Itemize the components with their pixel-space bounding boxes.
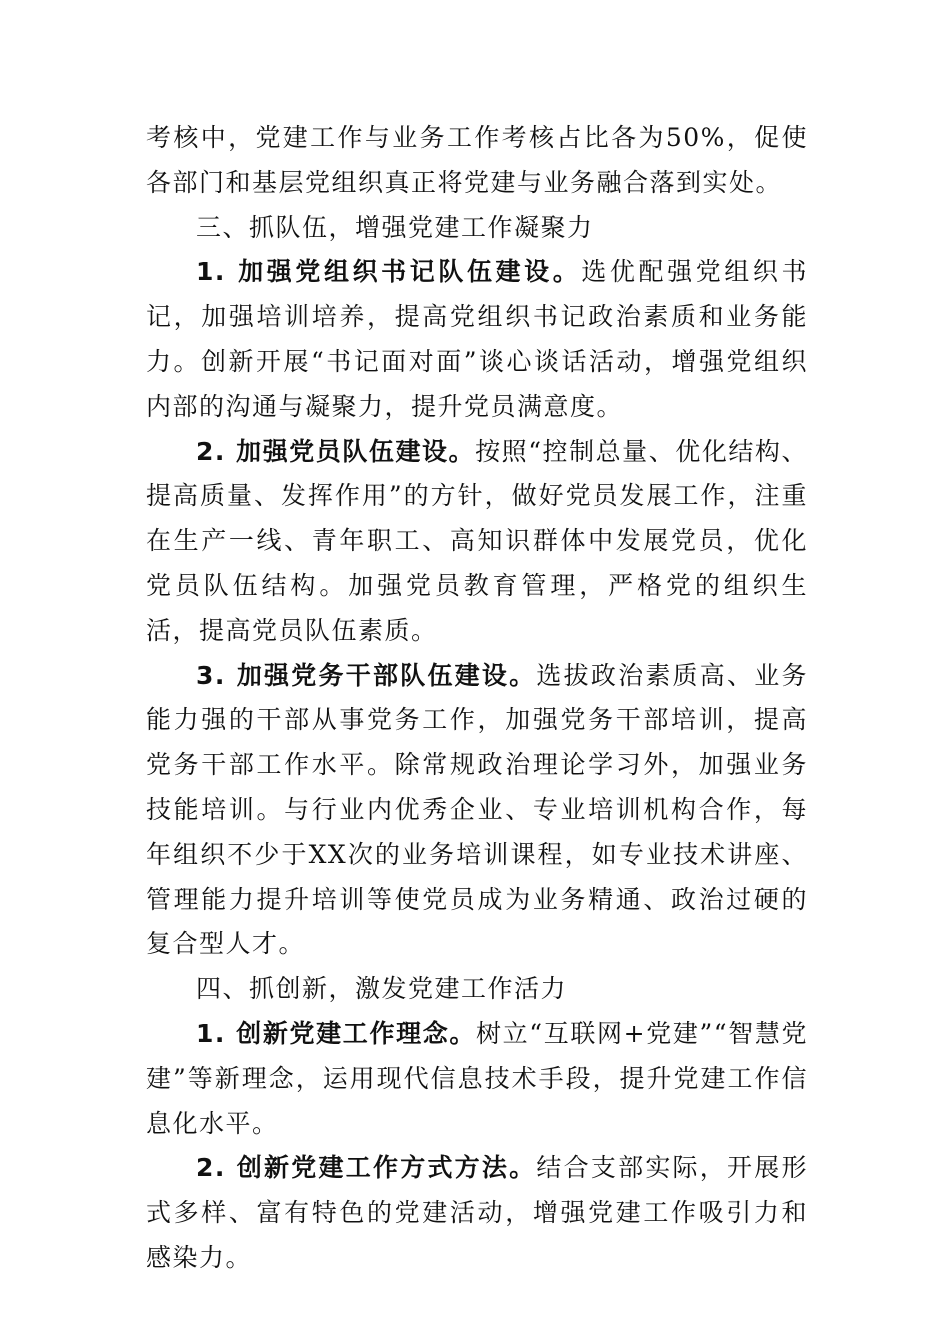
document-body: [146, 116, 808, 1281]
item-body: 树立“互联网+党建”“智慧党建”等新理念，运用现代信息技术手段，提升党建工作信息化水平。: [146, 1018, 808, 1138]
item-body: 结合支部实际，开展形式多样、富有特色的党建活动，增强党建工作吸引力和感染力。: [146, 1153, 808, 1272]
section3-item-3: [146, 654, 808, 968]
section-heading-4: 四、抓创新，激发党建工作活力: [196, 974, 568, 1004]
continuation-text: 考核中，党建工作与业务工作考核占比各为50%，促使各部门和基层党组织真正将党建与业务融合落到实处。: [146, 123, 808, 197]
item-body: 选优配强党组织书记，加强培训培养，提高党组织书记政治素质和业务能力。创新开展“书记面对面”谈心谈话活动，增强党组织内部的沟通与凝聚力，提升党员满意度。: [146, 257, 808, 421]
item-lead: 2. 创新党建工作方式方法。: [196, 1153, 537, 1183]
item-body: 按照“控制总量、优化结构、提高质量、发挥作用”的方针，做好党员发展工作，注重在生产一线、青年职工、高知识群体中发展党员，优化党员队伍结构。加强党员教育管理，严格党的组织生活，提高党员队伍素质。: [146, 436, 808, 645]
continuation-paragraph: [146, 116, 808, 206]
item-lead: 1. 加强党组织书记队伍建设。: [196, 257, 582, 287]
section4-item-2: [146, 1146, 808, 1280]
item-lead: 2. 加强党员队伍建设。: [196, 436, 476, 466]
section4-item-1: [146, 1012, 808, 1146]
section3-item-2: [146, 430, 808, 654]
section3-item-1: [146, 250, 808, 429]
item-body: 选拔政治素质高、业务能力强的干部从事党务工作，加强党务干部培训，提高党务干部工作水平。除常规政治理论学习外，加强业务技能培训。与行业内优秀企业、专业培训机构合作，每年组织不少于XX次的业务培训课程，如专业技术讲座、管理能力提升培训等使党员成为业务精通、政治过硬的复合型人才。: [146, 660, 808, 959]
item-lead: 3. 加强党务干部队伍建设。: [196, 660, 537, 690]
item-lead: 1. 创新党建工作理念。: [196, 1018, 477, 1048]
section-heading-3: 三、抓队伍，增强党建工作凝聚力: [196, 212, 594, 242]
